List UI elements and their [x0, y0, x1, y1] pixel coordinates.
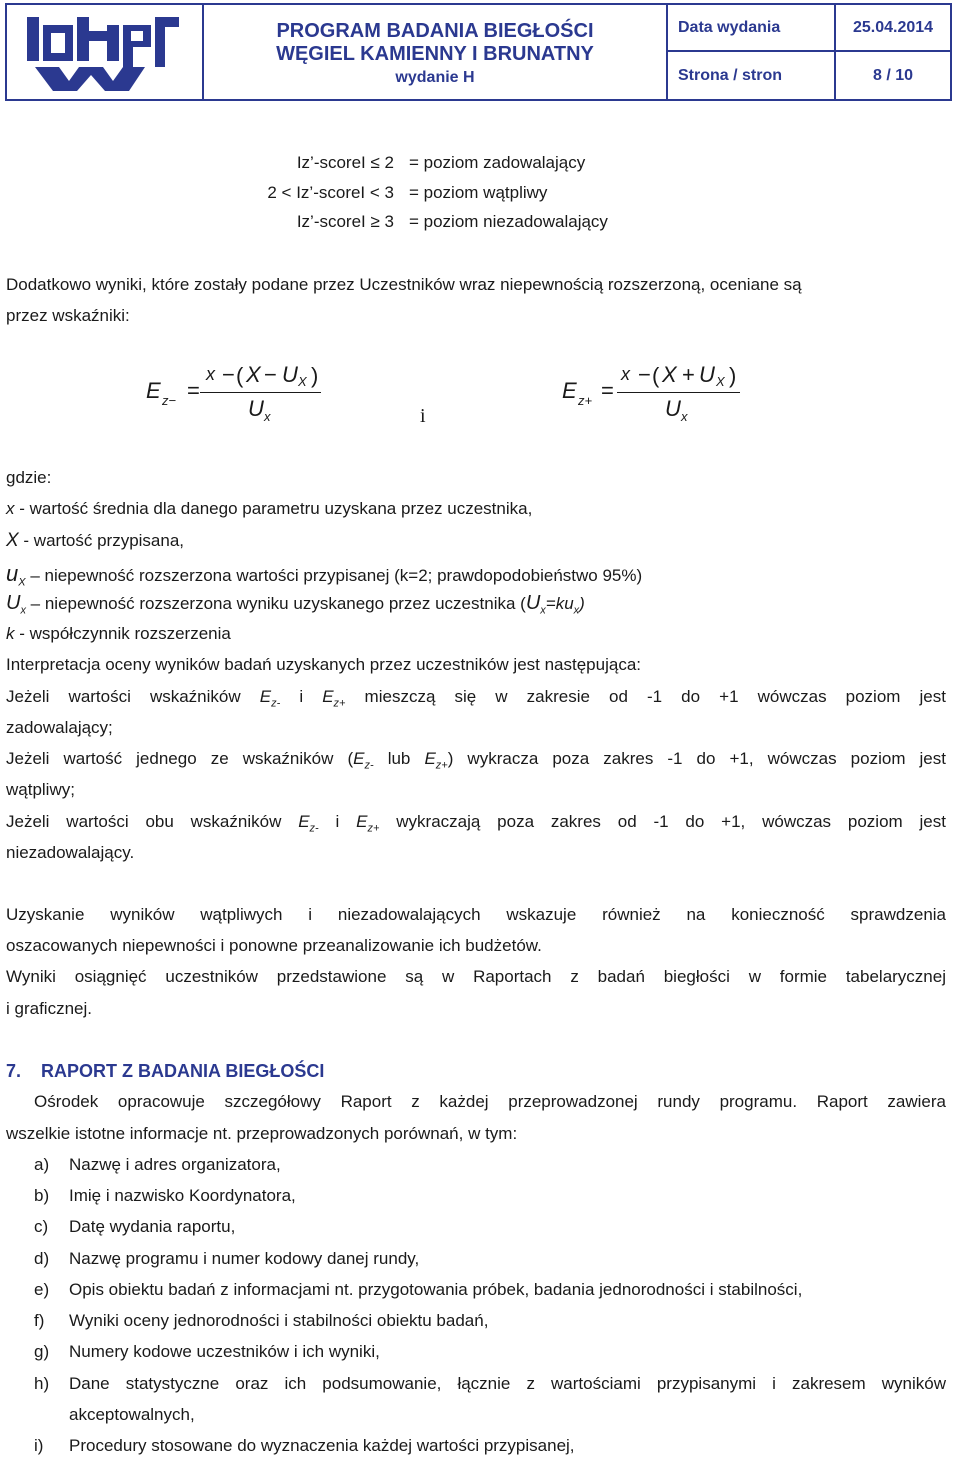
definition-X-text: - wartość przypisana,	[18, 531, 185, 550]
criterion-3-s1: z-	[309, 822, 319, 835]
list-item-letter: f)	[34, 1311, 45, 1330]
definition-k	[6, 624, 231, 644]
intro-line-2: przez wskaźniki:	[6, 306, 130, 325]
list-item-letter: b)	[34, 1186, 50, 1205]
formula-right-den-U: U	[665, 396, 681, 421]
formula-right-E: E	[562, 378, 577, 403]
symbol-u: u	[6, 561, 19, 586]
formula-right-minus: −	[638, 362, 651, 387]
criterion-1-E1: E	[259, 687, 272, 706]
list-item: Dane statystyczne oraz ich podsumowanie, łącznie z wartościami przypisanymi i zakresem wyników	[69, 1374, 946, 1393]
criterion-2-lub: lub	[387, 749, 411, 768]
definition-Ux-eq-sub: x	[573, 604, 580, 617]
interpretation-heading: Interpretacja oceny wyników badań uzyskanych przez uczestników jest następująca:	[6, 655, 642, 674]
formula-right-rp: )	[729, 363, 737, 388]
criterion-3-E2: E	[356, 812, 368, 831]
para2-line-1: Wyniki osiągnięć uczestników przedstawione są w Raportach z badań biegłości w formie tabelarycznej	[6, 967, 946, 986]
formula-left-den-sub: x	[264, 409, 271, 424]
score-result-3: = poziom niezadowalający	[409, 212, 608, 231]
formula-left-U: U	[282, 362, 298, 387]
criterion-2-a: Jeżeli wartość jednego ze wskaźników (	[6, 749, 354, 768]
intro-line-1: Dodatkowo wyniki, które zostały podane przez Uczestników wraz niepewnością rozszerzoną, oceniane są	[6, 275, 802, 294]
formula-right-eq: =	[601, 378, 614, 403]
definition-Ux-close: )	[579, 594, 585, 613]
definition-Ux	[6, 592, 585, 616]
criterion-1-s1: z-	[271, 697, 281, 710]
program-subtitle: WĘGIEL KAMIENNY I BRUNATNY	[276, 43, 594, 65]
criterion-1-E2: E	[322, 687, 334, 706]
criterion-3-line-1	[6, 812, 946, 834]
formula-left-num-x: x	[206, 364, 215, 384]
symbol-x: x	[6, 499, 15, 518]
formula-right-U: U	[699, 362, 715, 387]
program-title: PROGRAM BADANIA BIEGŁOŚCI	[276, 20, 594, 42]
list-item-letter: i)	[34, 1436, 44, 1455]
formula-right-U-sub: X	[716, 374, 725, 389]
list-item-letter: g)	[34, 1342, 50, 1361]
list-item: Wyniki oceny jednorodności i stabilności obiektu badań,	[69, 1311, 489, 1330]
definition-uX-text: – niepewność rozszerzona wartości przypisanej (k=2; prawdopodobieństwo 95%)	[25, 566, 643, 585]
criterion-1-a: Jeżeli wartości wskaźników	[6, 687, 241, 706]
page-value: 8 / 10	[872, 66, 914, 84]
formula-left-X: X	[246, 362, 261, 387]
definition-X	[6, 530, 184, 552]
criterion-1-line-2: zadowalający;	[6, 718, 113, 737]
list-item-letter: h)	[34, 1374, 50, 1393]
criterion-2-line-1	[6, 749, 946, 771]
criterion-3-b: wykraczają poza zakres od -1 do +1, wówczas poziom jest	[396, 812, 946, 831]
score-condition-3: Iz’-scoreI ≥ 3	[296, 212, 394, 231]
formula-left-rp: )	[311, 363, 319, 388]
symbol-U: U	[6, 592, 21, 614]
definition-Ux-U: U	[525, 592, 541, 614]
list-item-letter: a)	[34, 1155, 50, 1174]
para2-line-2: i graficznej.	[6, 999, 92, 1018]
criterion-3-i: i	[335, 812, 340, 831]
list-item-letter: e)	[34, 1280, 50, 1299]
date-value: 25.04.2014	[836, 5, 950, 52]
formula-left-U-sub: X	[298, 374, 307, 389]
list-item-continuation: akceptowalnych,	[69, 1405, 195, 1424]
edition-label: wydanie H	[395, 69, 475, 86]
symbol-X: X	[6, 530, 19, 551]
list-item: Datę wydania raportu,	[69, 1217, 236, 1236]
definition-Ux-U-sub: x	[540, 604, 546, 617]
formula-right-op: +	[682, 362, 695, 387]
score-condition-1: Iz’-scoreI ≤ 2	[296, 153, 394, 172]
formula-left-eq: =	[187, 378, 200, 403]
formula-left-lp: (	[236, 363, 244, 388]
symbol-U-sub: x	[20, 604, 26, 617]
definition-uX	[6, 561, 642, 588]
section-7-number: 7.	[6, 1061, 22, 1081]
page-label: Strona / stron	[668, 52, 836, 99]
formula-left-E: E	[146, 378, 161, 403]
section-7-intro-1: Ośrodek opracowuje szczegółowy Raport z każdej przeprowadzonej rundy programu. Raport zawiera	[34, 1092, 946, 1111]
criterion-1-b: mieszczą się w zakresie od -1 do +1 wówczas poziom jest	[364, 687, 946, 706]
list-item-letter: c)	[34, 1217, 49, 1236]
criterion-2-line-2: wątpliwy;	[6, 780, 75, 799]
criterion-2-E1: E	[353, 749, 365, 768]
formula-left-op: −	[264, 362, 277, 387]
definition-Ux-eq: =ku	[545, 594, 574, 613]
formula-right-fraction-bar	[617, 392, 740, 393]
date-label: Data wydania	[668, 5, 836, 52]
score-result-2: = poziom wątpliwy	[409, 183, 548, 202]
list-item: Nazwę i adres organizatora,	[69, 1155, 281, 1174]
criterion-1-i: i	[299, 687, 304, 706]
list-item: Opis obiektu badań z informacjami nt. przygotowania próbek, badania jednorodności i stabilności,	[69, 1280, 803, 1299]
criterion-3-s2: z+	[367, 822, 380, 835]
criterion-2-s2: z+	[435, 759, 448, 772]
formula-left-sub: z−	[162, 393, 177, 408]
formula-right-den-sub: x	[681, 409, 688, 424]
meta-cell	[668, 5, 950, 99]
criterion-1-s2: z+	[333, 697, 346, 710]
formula-right-sub: z+	[578, 393, 593, 408]
definition-x-text: - wartość średnia dla danego parametru uzyskana przez uczestnika,	[14, 499, 533, 518]
ichpw-logo-icon	[25, 11, 185, 93]
definition-Ux-text: – niepewność rozszerzona wyniku uzyskanego przez uczestnika (	[25, 594, 526, 613]
criterion-2-s1: z-	[364, 759, 374, 772]
formula-right-X: X	[662, 362, 677, 387]
criterion-2-b: ) wykracza poza zakres -1 do +1, wówczas poziom jest	[447, 749, 946, 768]
list-item: Procedury stosowane do wyznaczenia każdej wartości przypisanej,	[69, 1436, 575, 1455]
section-7-title: RAPORT Z BADANIA BIEGŁOŚCI	[41, 1061, 325, 1081]
formula-left-fraction-bar	[200, 392, 321, 393]
score-condition-2: 2 < Iz’-scoreI < 3	[267, 183, 394, 202]
definition-k-text: - współczynnik rozszerzenia	[14, 624, 231, 643]
criterion-2-E2: E	[424, 749, 436, 768]
para1-line-2: oszacowanych niepewności i ponowne przeanalizowanie ich budżetów.	[6, 936, 542, 955]
symbol-k: k	[6, 624, 15, 643]
list-item: Nazwę programu i numer kodowy danej rundy,	[69, 1249, 420, 1268]
list-item-letter: d)	[34, 1249, 50, 1268]
score-result-1: = poziom zadowalający	[409, 153, 586, 172]
program-title-cell	[204, 5, 668, 99]
criterion-3-line-2: niezadowalający.	[6, 843, 135, 862]
list-item: Numery kodowe uczestników i ich wyniki,	[69, 1342, 380, 1361]
formula-left-minus: −	[222, 362, 235, 387]
list-item: Imię i nazwisko Koordynatora,	[69, 1186, 296, 1205]
formula-right-num-x: x	[621, 364, 630, 384]
document-header	[5, 3, 952, 101]
definition-x	[6, 499, 532, 519]
where-label: gdzie:	[6, 468, 52, 487]
criterion-3-a: Jeżeli wartości obu wskaźników	[6, 812, 282, 831]
logo-cell	[7, 5, 204, 99]
criterion-3-E1: E	[298, 812, 310, 831]
symbol-u-sub: X	[18, 576, 26, 589]
formula-left-den-U: U	[248, 396, 264, 421]
para1-line-1: Uzyskanie wyników wątpliwych i niezadowalających wskazuje również na konieczność sprawdzenia	[6, 905, 946, 924]
formula-connector: i	[420, 405, 426, 427]
formula-right-lp: (	[652, 363, 660, 388]
criterion-1-line-1	[6, 687, 946, 709]
section-7-intro-2: wszelkie istotne informacje nt. przeprowadzonych porównań, w tym:	[6, 1124, 518, 1143]
